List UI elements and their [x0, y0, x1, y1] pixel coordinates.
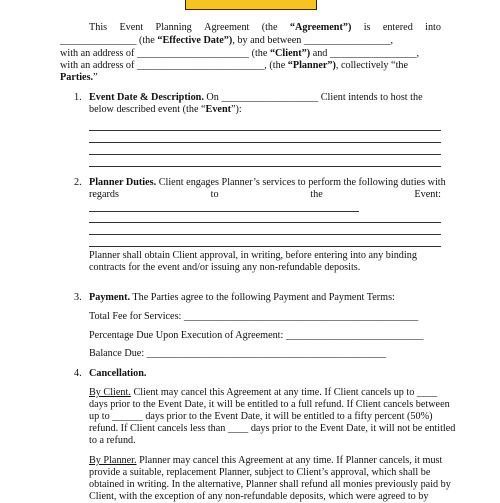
section-2-number: 2.	[74, 177, 82, 188]
intro-line-5: Parties.”	[60, 72, 98, 83]
section-2-note-line-1: Planner shall obtain Client approval, in writing, before entering into any binding	[89, 250, 417, 261]
section-1-line-2: below described event (the “Event”):	[89, 104, 242, 115]
intro-line-2: _______________ (the “Effective Date”), by and between _________________,	[60, 35, 394, 46]
by-planner-line-2: provide a suitable, replacement Planner, subject to Client’s approval, which shall be	[89, 467, 431, 478]
section-3-number: 3.	[74, 292, 82, 303]
blank-line	[89, 130, 441, 131]
intro-line-4: with an address of _________________________, (the “Planner”), collectively “the	[60, 60, 409, 71]
intro-line-3: with an address of ______________________ (the “Client”) and _________________,	[60, 48, 420, 59]
section-2-note-line-2: contracts for the event and/or issuing any non-refundable deposits.	[89, 262, 361, 273]
section-1-line-1: Event Date & Description. On ___________________ Client intends to host the	[89, 92, 423, 103]
section-4-number: 4.	[74, 368, 82, 379]
by-planner-line-3: obtained in writing. In the alternative, Planner shall refund all monies previously paid by	[89, 479, 451, 490]
blank-line	[89, 246, 441, 247]
section-3-line-1: Payment. The Parties agree to the following Payment and Payment Terms:	[89, 292, 395, 303]
section-4-title: Cancellation.	[89, 368, 147, 379]
top-banner	[0, 0, 500, 11]
section-1-number: 1.	[74, 92, 82, 103]
blank-line	[89, 234, 441, 235]
title-banner	[185, 0, 317, 10]
blank-line	[89, 222, 441, 223]
total-fee-field: Total Fee for Services: ______________________________________________	[89, 311, 419, 322]
percentage-due-field: Percentage Due Upon Execution of Agreement: ___________________________	[89, 330, 424, 341]
by-client-line-1: By Client. Client may cancel this Agreement at any time. If Client cancels up to ____	[89, 387, 438, 398]
by-client-line-5: to a refund.	[89, 435, 136, 446]
by-client-line-2: days prior to the Event Date, it will be entitled to a full refund. If Client cancels between	[89, 399, 450, 410]
blank-line	[89, 142, 441, 143]
section-2-line-1: Planner Duties. Client engages Planner’s services to perform the following duties with	[89, 177, 446, 188]
by-client-line-4: refund. If Client cancels less than ____ days prior to the Event Date, it will not be entitled	[89, 423, 456, 434]
blank-line	[89, 166, 441, 167]
blank-line	[89, 211, 359, 212]
by-planner-line-4: Client, with the exception of any non-refundable deposits, which were agreed to by	[89, 491, 429, 502]
by-planner-line-1: By Planner. Planner may cancel this Agreement at any time. If Planner cancels, it must	[89, 455, 443, 466]
section-2-line-2: regards to the Event:	[89, 189, 441, 200]
intro-line-1: This Event Planning Agreement (the “Agreement”) is entered into	[89, 22, 441, 33]
blank-line	[89, 154, 441, 155]
balance-due-field: Balance Due: _______________________________________________	[89, 348, 387, 359]
by-client-line-3: up to ______ days prior to the Event Date, it will be entitled to a fifty percent (50%)	[89, 411, 433, 422]
